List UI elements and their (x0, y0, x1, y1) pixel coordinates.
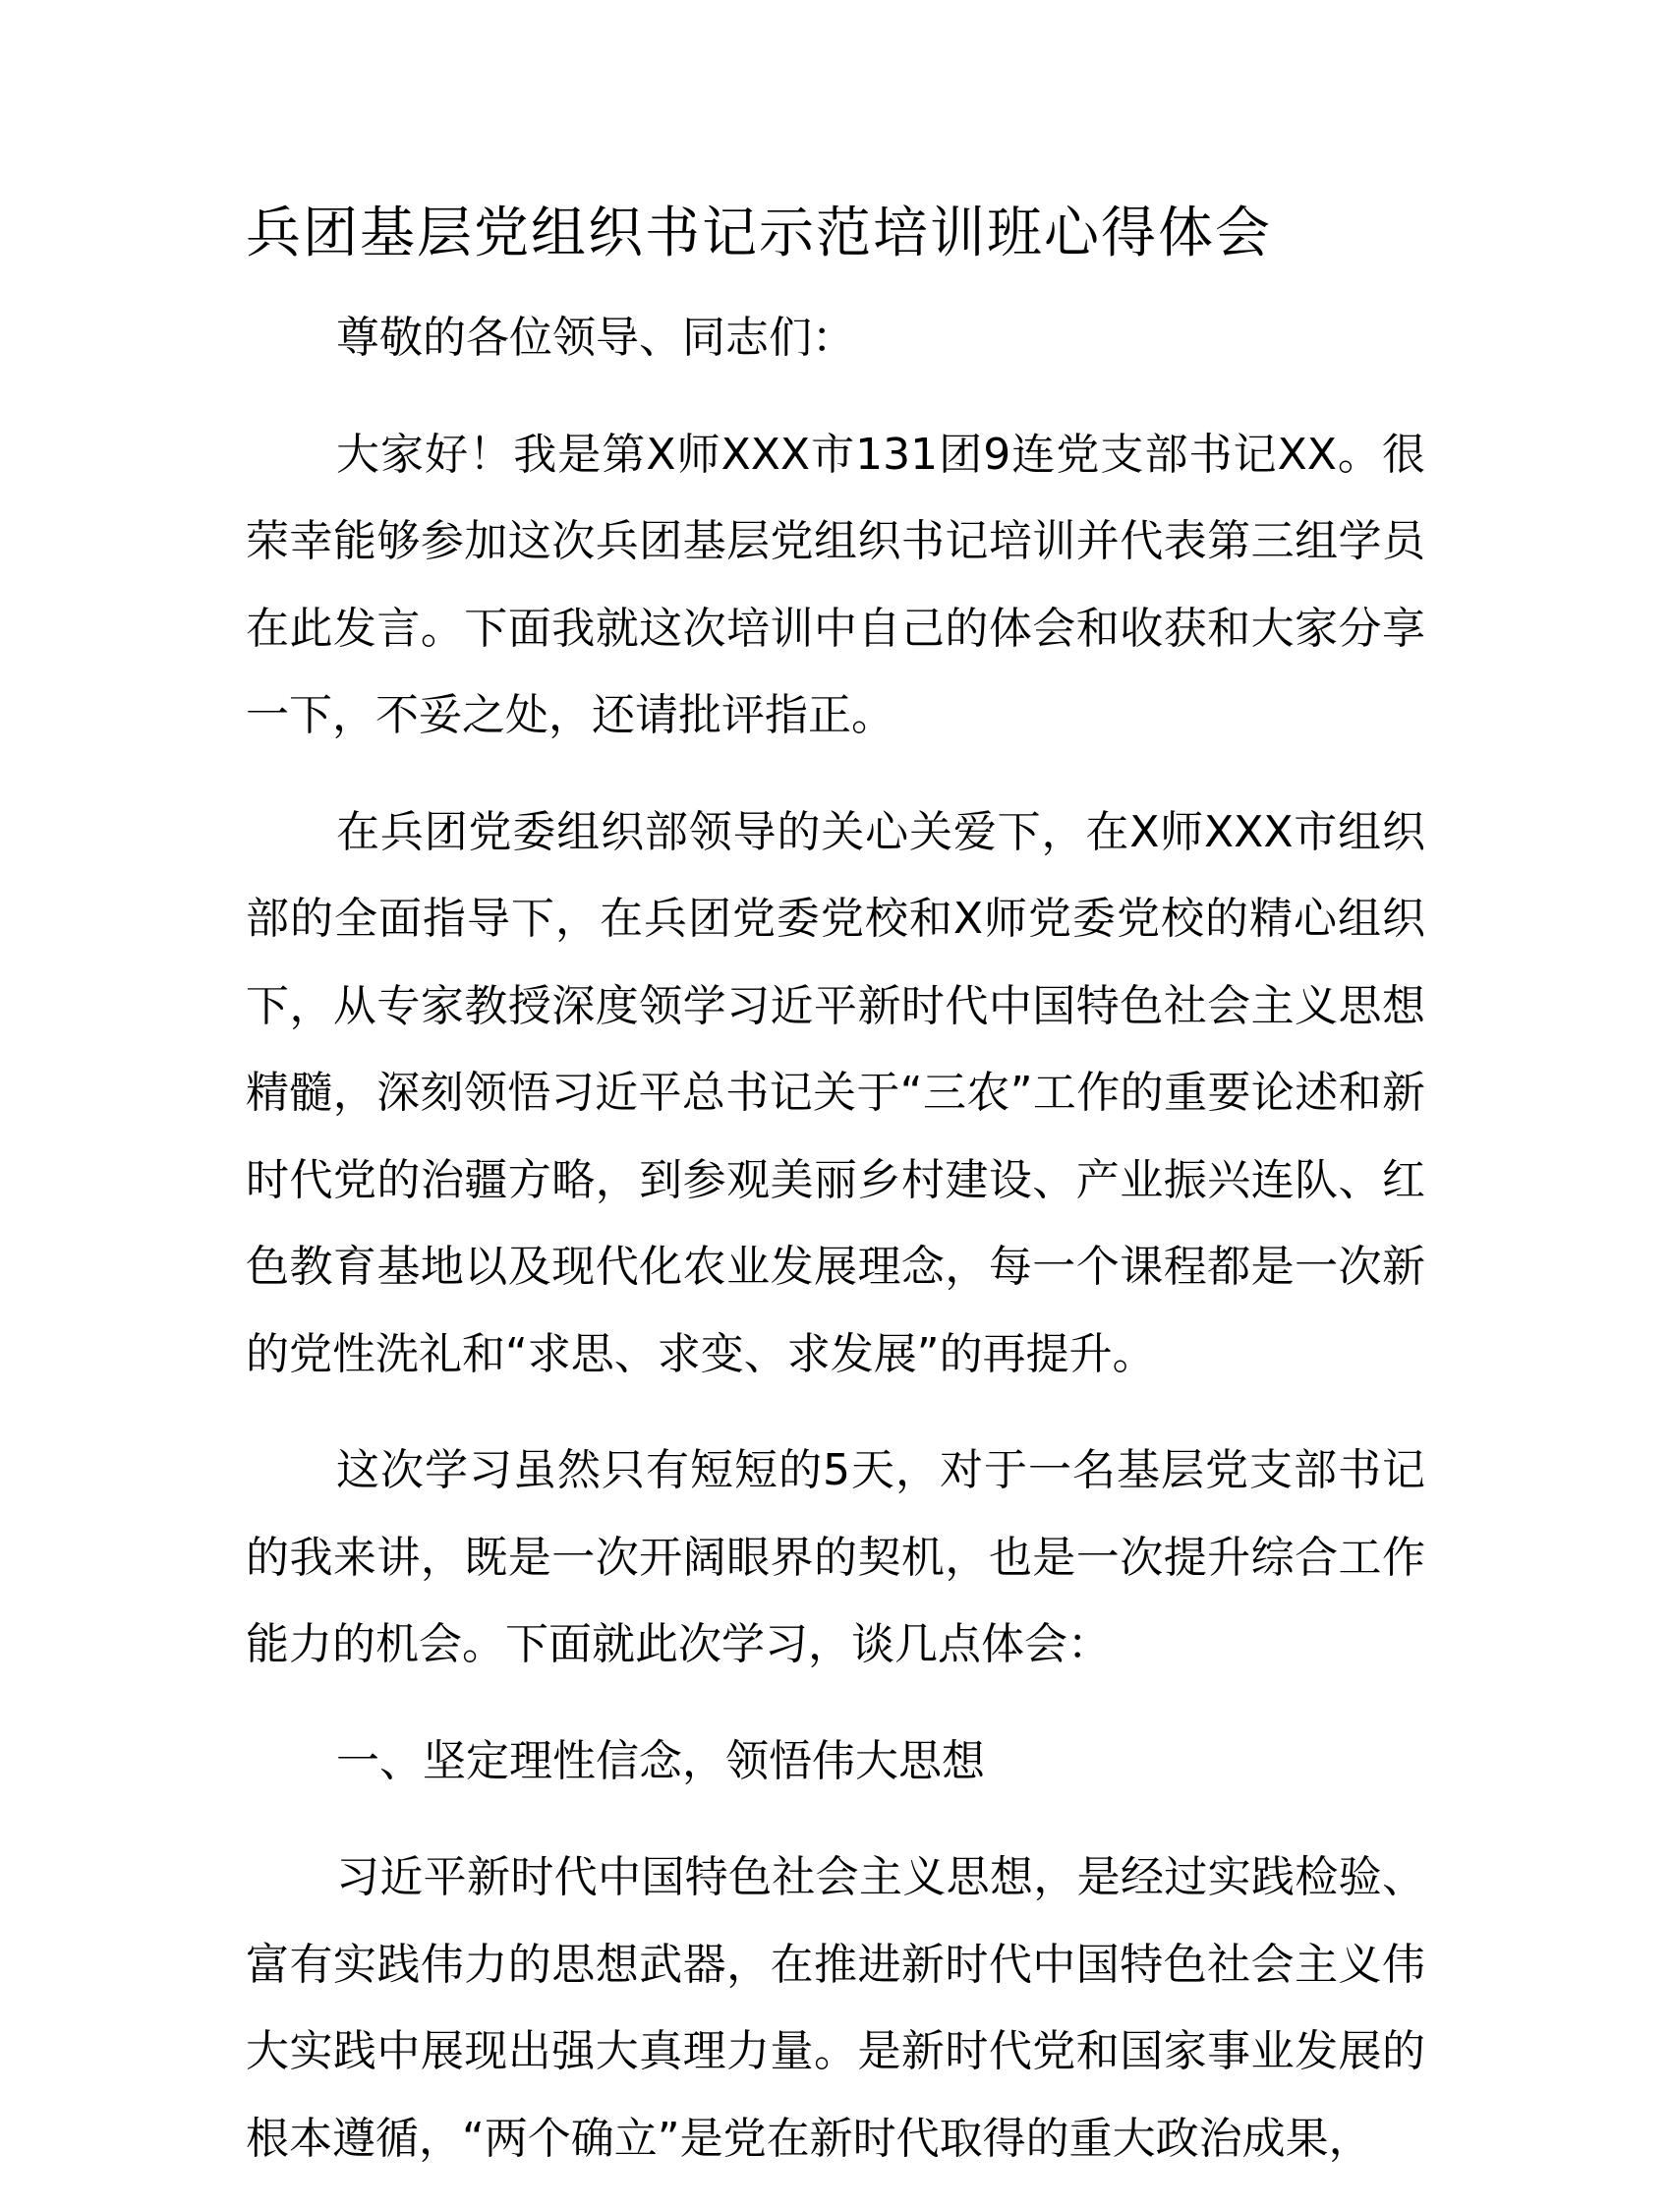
document-title: 兵团基层党组织书记示范培训班心得体会 (246, 202, 1272, 265)
introduction-paragraph: 大家好！我是第X师XXX市131团9连党支部书记XX。很荣幸能够参加这次兵团基层党组织书记培训并代表第三组学员在此发言。下面我就这次培训中自己的体会和收获和大家分享一下，不妥之处，还请批评指正。 (246, 429, 1425, 740)
section-1-paragraph: 习近平新时代中国特色社会主义思想，是经过实践检验、富有实践伟力的思想武器，在推进新时代中国特色社会主义伟大实践中展现出强大真理力量。是新时代党和国家事业发展的根本遵循，“两个确立”是党在新时代取得的重大政治成果， (246, 1852, 1425, 2164)
section-heading-1: 一、坚定理性信念，领悟伟大思想 (336, 1735, 985, 1786)
training-overview-paragraph: 在兵团党委组织部领导的关心关爱下，在X师XXX市组织部的全面指导下，在兵团党委党校和X师党委党校的精心组织下，从专家教授深度领学习近平新时代中国特色社会主义思想精髓，深刻领悟习近平总书记关于“三农”工作的重要论述和新时代党的治疆方略，到参观美丽乡村建设、产业振兴连队、红色教育基地以及现代化农业发展理念，每一个课程都是一次新的党性洗礼和“求思、求变、求发展”的再提升。 (246, 806, 1425, 1379)
document-body (246, 295, 1425, 2212)
salutation-paragraph: 尊敬的各位领导、同志们： (336, 313, 855, 363)
reflection-intro-paragraph: 这次学习虽然只有短短的5天，对于一名基层党支部书记的我来讲，既是一次开阔眼界的契机，也是一次提升综合工作能力的机会。下面就此次学习，谈几点体会： (246, 1445, 1425, 1669)
